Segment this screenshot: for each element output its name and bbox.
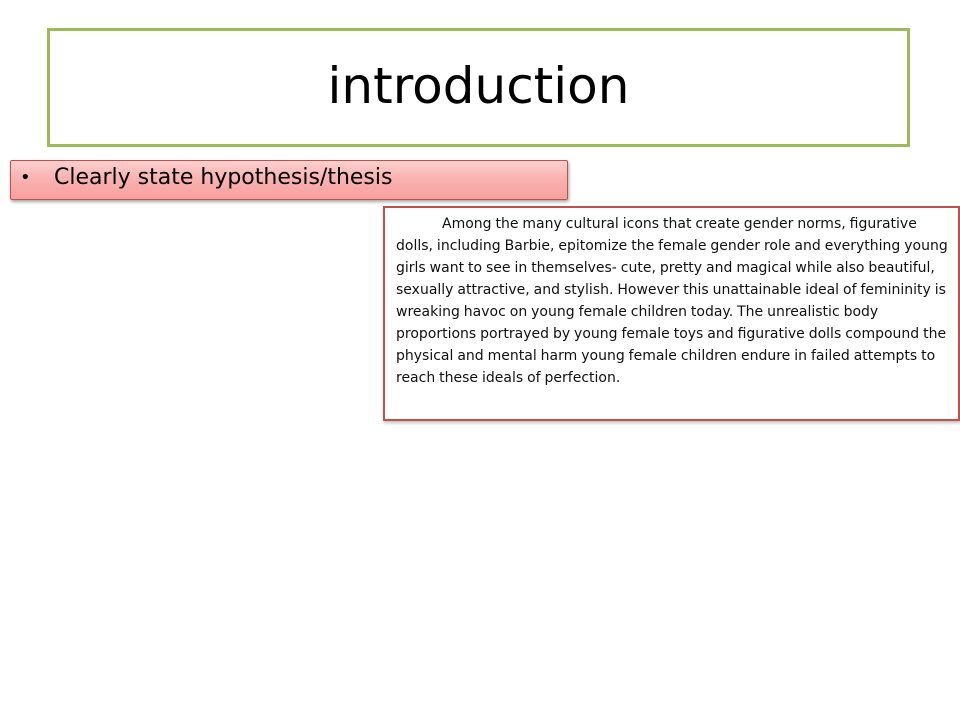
slide-title: introduction bbox=[327, 56, 630, 115]
title-box bbox=[47, 28, 910, 147]
thesis-paragraph: Among the many cultural icons that create gender norms, figurative dolls, including Barbie, epitomize the female gender role and everything young girls want to see in themselves- cute, pretty and magical while also beautiful, sexually attractive, and stylish. However this unattainable ideal of femininity is wreaking havoc on young female children today. The unrealistic body proportions portrayed by young female toys and figurative dolls compound the physical and mental harm young female children endure in failed attempts to reach these ideals of perfection. bbox=[396, 216, 948, 386]
bullet-box bbox=[10, 160, 568, 200]
bullet-text: Clearly state hypothesis/thesis bbox=[54, 164, 393, 190]
bullet-marker: • bbox=[20, 166, 31, 188]
thesis-box bbox=[383, 206, 960, 421]
